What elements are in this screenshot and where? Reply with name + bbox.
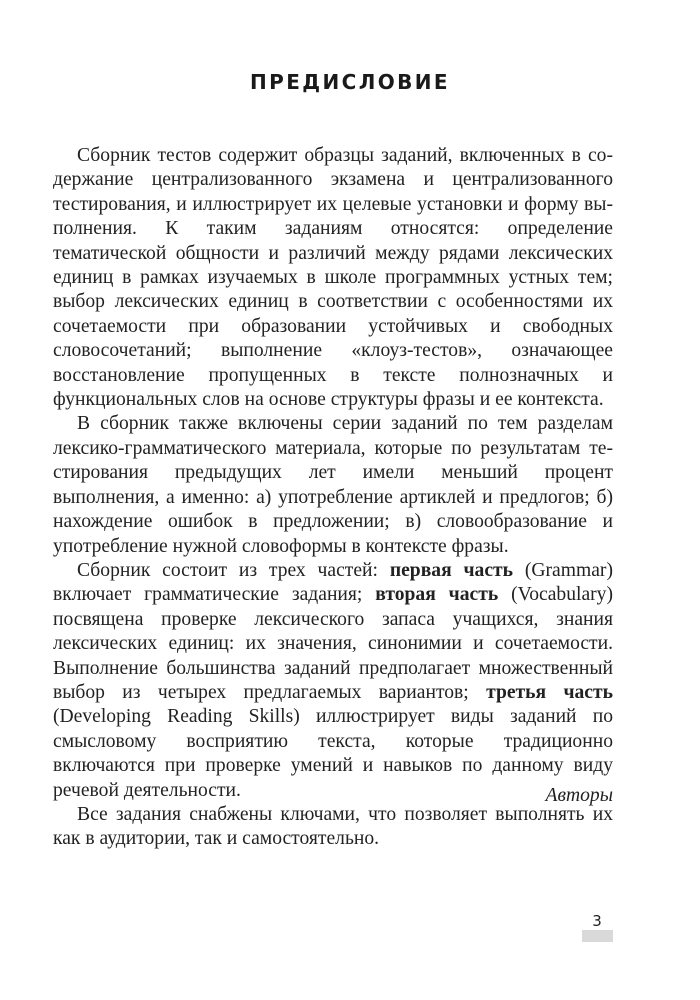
page-number: 3 (592, 912, 602, 930)
paragraph-text: Сборник состоит из трех частей: (77, 559, 390, 581)
page-number-marker (582, 930, 613, 942)
paragraph-1 (53, 144, 613, 412)
paragraph-text: (Vocabulary) посвящена проверке лексического запаса учащихся, знания лексических единиц: их значения, синонимии и сочетаемости. Выполнение большинства заданий предполагает множественный выбор из четырех предлагаемых вариантов; (53, 584, 613, 703)
page-title: ПРЕДИСЛОВИЕ (250, 70, 450, 94)
paragraph-3 (53, 559, 613, 803)
preface-body (53, 144, 613, 852)
signature-authors: Авторы (545, 785, 613, 806)
paragraph-text: (Grammar) включает грамматические задания; (53, 559, 613, 606)
paragraph-2 (53, 412, 613, 558)
paragraph-text: В сборник также включены серии заданий по тем разделам лексико-грамматического материала, которые по результатам тестирования предыдущих лет имели меньший процент выполнения, а именно: а) употребление артиклей и предлогов; б) нахождение ошибок в предложении; в) словообразование и употребление нужной словоформы в контексте фразы. (53, 413, 613, 557)
bold-term-first-part: первая часть (389, 559, 514, 581)
bold-term-third-part: третья часть (486, 681, 613, 703)
paragraph-4 (53, 803, 613, 852)
paragraph-text: (Developing Reading Skills) иллюстрирует виды заданий по смысловому восприятию текста, которые традиционно включаются при проверке умений и навыков по данному виду речевой деятельности. (53, 706, 613, 801)
paragraph-text: Сборник тестов содержит образцы заданий, включенных в содержание централизованного экзамена и централизованного тестирования, и иллюстрирует их целевые установки и форму выполнения. К таким заданиям относятся: определение тематической общности и различий между рядами лексических единиц в рамках изучаемых в школе программных устных тем; выбор лексических единиц в соответствии с особенностями их сочетаемости при образовании устойчивых и свободных словосочетаний; выполнение «клоуз-тестов», означающее восстановление пропущенных в тексте полнозначных и функциональных слов на основе структуры фразы и ее контекста. (53, 145, 613, 411)
bold-term-second-part: вторая часть (375, 584, 499, 606)
paragraph-text: Все задания снабжены ключами, что позволяет выполнять их как в аудитории, так и самостоятельно. (53, 803, 613, 850)
